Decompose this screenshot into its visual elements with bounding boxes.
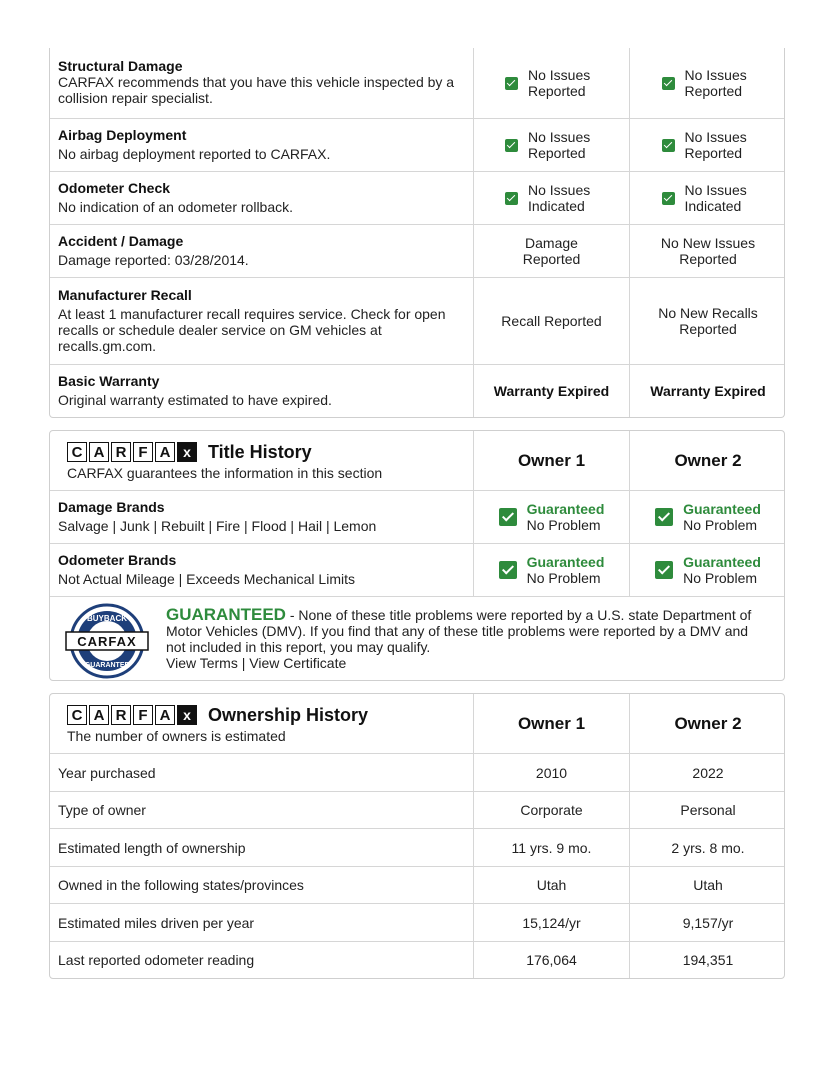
table-row [50,941,784,978]
row-description: Not Actual Mileage | Exceeds Mechanical Limits [58,571,355,587]
row-description: CARFAX recommends that you have this vehicle inspected by a collision repair specialist. [58,74,455,106]
row-description: Salvage | Junk | Rebuilt | Fire | Flood | Hail | Lemon [58,518,377,534]
section-header [50,431,784,490]
row-description: At least 1 manufacturer recall requires service. Check for open recalls or schedule dealer service on GM vehicles at recalls.gm.com. [58,306,446,354]
owner1-value: 176,064 [526,952,577,968]
checkbox-checked-icon [655,561,673,579]
owner1-status: No Issues Indicated [528,182,591,214]
owner1-header: Owner 1 [517,713,586,733]
table-row [50,48,784,118]
ownership-history-section [49,693,785,979]
owner2-status: No New Issues Reported [660,235,756,267]
status-text: No Problem [526,517,601,533]
checkbox-checked-icon [505,192,518,205]
view-certificate-link[interactable]: View Certificate [249,655,347,671]
table-row [50,118,784,171]
title-history-section [49,430,785,681]
table-row [50,866,784,903]
row-title: Odometer Brands [58,552,177,568]
carfax-logo: C A R F A x [67,442,199,464]
checkbox-checked-icon [499,508,517,526]
table-row [50,224,784,277]
guaranteed-label: Guaranteed [526,554,605,570]
checkbox-checked-icon [662,192,675,205]
checkbox-checked-icon [662,139,675,152]
owner2-status: No Issues Reported [684,67,747,99]
svg-text:GUARANTEE: GUARANTEE [84,662,130,669]
section-subtitle: The number of owners is estimated [67,728,286,744]
owner2-value: 9,157/yr [682,914,734,931]
checkbox-checked-icon [505,139,518,152]
owner2-value: 194,351 [682,952,734,968]
row-label: Type of owner [58,802,146,818]
row-label: Year purchased [58,764,156,781]
guaranteed-headline: GUARANTEED [166,605,286,624]
row-title: Structural Damage [58,58,183,74]
owner2-status: Warranty Expired [650,383,766,399]
owner2-value: 2 yrs. 8 mo. [671,839,745,856]
status-text: No Problem [526,570,601,586]
row-label: Owned in the following states/provinces [58,877,304,893]
owner2-value: Personal [680,802,736,818]
row-title: Manufacturer Recall [58,287,192,303]
owner1-value: Utah [536,877,567,893]
section-subtitle: CARFAX guarantees the information in this section [67,465,383,481]
buyback-guarantee-badge [62,601,152,681]
row-description: No airbag deployment reported to CARFAX. [58,146,331,162]
table-row [50,903,784,941]
owner1-status: No Issues Reported [528,129,591,161]
table-row [50,753,784,791]
row-title: Odometer Check [58,180,171,196]
row-description: Damage reported: 03/28/2014. [58,252,249,268]
checkbox-checked-icon [662,77,675,90]
owner2-header: Owner 2 [674,450,742,470]
owner1-status: No Issues Reported [528,67,591,99]
guaranteed-label: Guaranteed [683,501,761,517]
row-label: Last reported odometer reading [58,952,255,968]
owner1-status: Damage Reported [522,235,581,267]
table-row [50,543,784,596]
row-title: Damage Brands [58,499,165,515]
owner1-header: Owner 1 [517,450,586,470]
row-title: Basic Warranty [58,373,160,389]
section-title: Title History [208,442,312,462]
owner2-value: 2022 [692,764,724,781]
owner2-header: Owner 2 [674,713,742,733]
guaranteed-label: Guaranteed [683,554,761,570]
guarantee-body: - None of these title problems were reported by a U.S. state Department of Motor Vehicles (DMV). If you find that any of these title problems were reported by a DMV and not included in this report, you may qualify. [166,607,752,655]
owner2-status: No Issues Indicated [684,182,747,214]
view-terms-link[interactable]: View Terms [166,655,238,671]
table-row [50,490,784,543]
section-title: Ownership History [208,705,369,725]
row-label: Estimated miles driven per year [58,914,255,931]
owner2-value: Utah [693,877,723,893]
table-row [50,277,784,364]
owner1-value: 2010 [535,764,568,781]
checkbox-checked-icon [655,508,673,526]
checkbox-checked-icon [505,77,518,90]
owner1-value: Corporate [520,802,583,818]
owner1-value: 11 yrs. 9 mo. [511,839,592,856]
status-text: No Problem [683,517,758,533]
svg-text:CARFAX: CARFAX [77,634,137,649]
guarantee-notice: BUYBACK GUARANTEE CARFAX GUARANTEED - None of these title problems were reported by a U.S. state Department of Motor Vehicles (DMV). If you find that any of these title problems were reported by a DMV and not included in this report, you may qualify. View Terms | View Certificate [50,596,784,681]
owner2-status: No New Recalls Reported [658,305,758,337]
row-description: Original warranty estimated to have expired. [58,392,332,408]
checkbox-checked-icon [499,561,517,579]
history-table [49,48,785,418]
table-row [50,171,784,224]
row-label: Estimated length of ownership [58,839,246,856]
row-description: No indication of an odometer rollback. [58,199,294,215]
svg-text:BUYBACK: BUYBACK [87,614,127,623]
row-title: Accident / Damage [58,233,184,249]
carfax-logo: C A R F A x [67,705,199,727]
section-header [50,694,784,753]
row-title: Airbag Deployment [58,127,187,143]
table-row [50,364,784,417]
table-row [50,828,784,866]
owner1-status: Warranty Expired [493,383,610,399]
owner1-status: Recall Reported [501,313,602,329]
owner1-value: 15,124/yr [522,914,581,931]
table-row [50,791,784,828]
status-text: No Problem [683,570,758,586]
owner2-status: No Issues Reported [684,129,747,161]
guaranteed-label: Guaranteed [526,501,605,517]
